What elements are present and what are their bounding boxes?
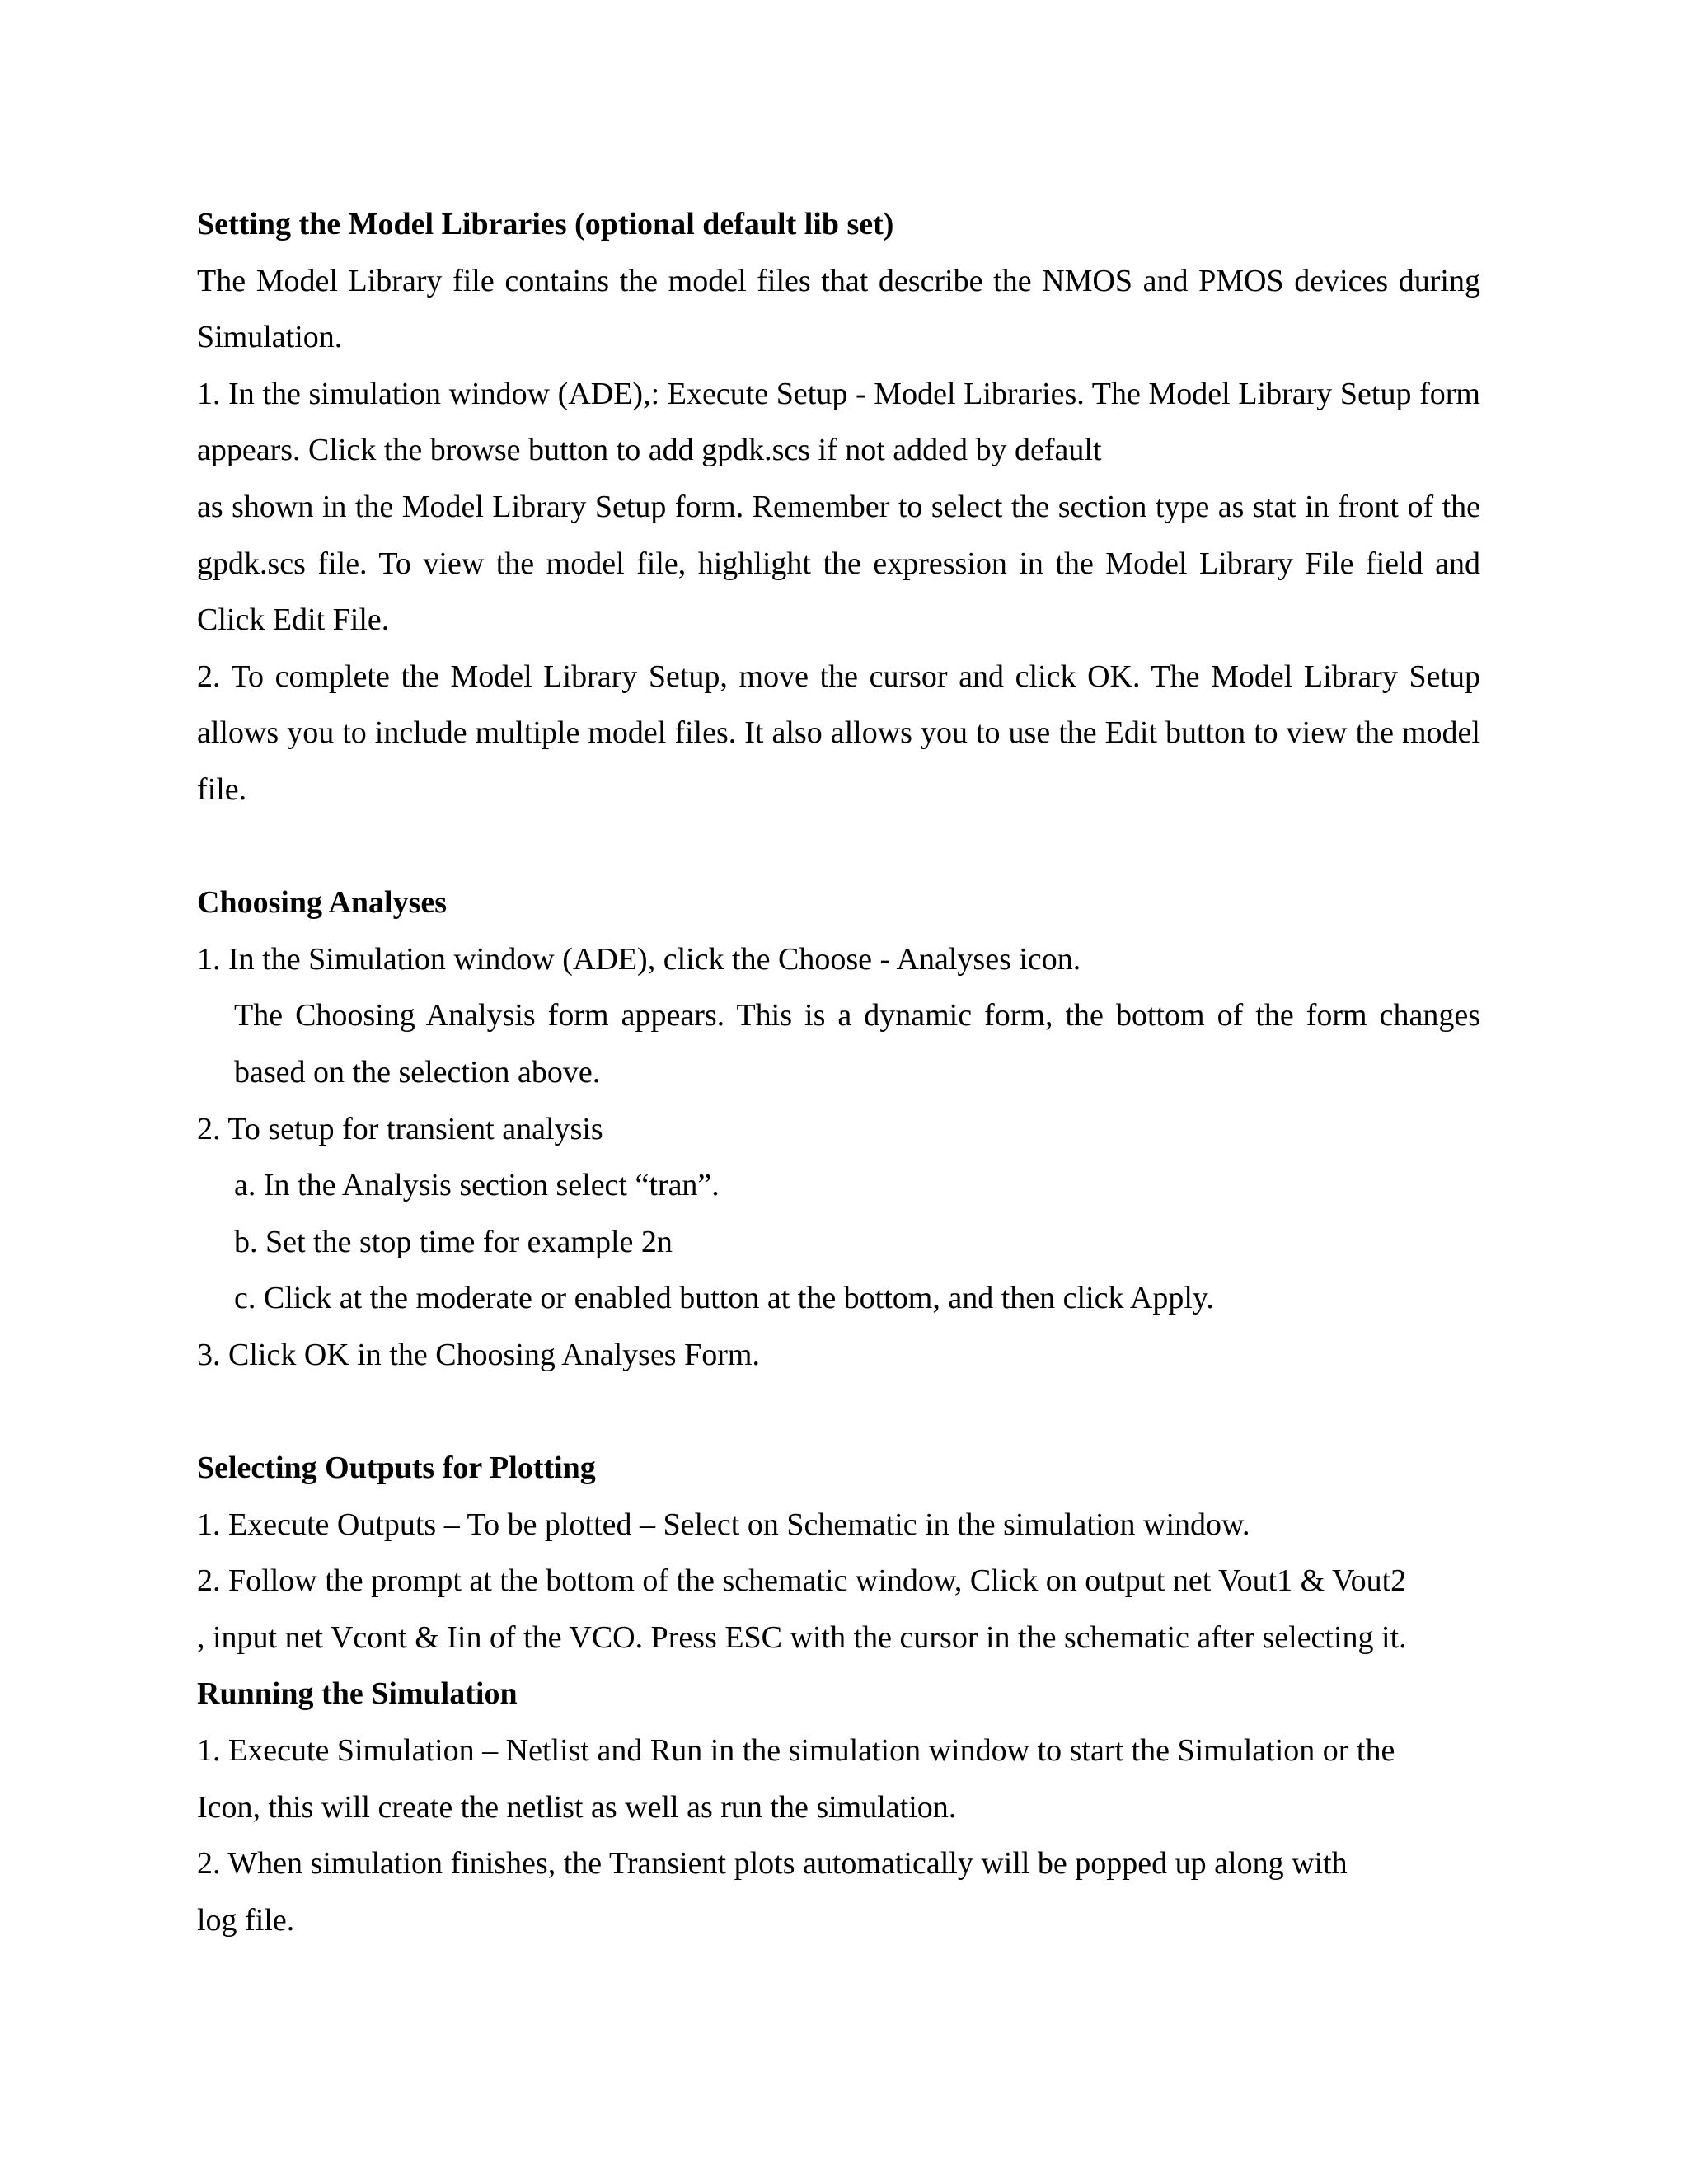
heading-model-libraries: Setting the Model Libraries (optional default lib set) xyxy=(197,207,894,241)
model-libraries-step-1a: 1. In the simulation window (ADE),: Execute Setup - Model Libraries. The Model Library Setup form appears. Click the browse button to add gpdk.scs if not added by default xyxy=(197,376,1480,468)
section-spacer xyxy=(197,818,1480,875)
selecting-outputs-step-2b: , input net Vcont & Iin of the VCO. Press ESC with the cursor in the schematic after selecting it. xyxy=(197,1619,1407,1655)
choosing-analyses-step-2a: a. In the Analysis section select “tran”. xyxy=(234,1168,720,1203)
choosing-analyses-step-1-detail: The Choosing Analysis form appears. This is a dynamic form, the bottom of the form changes based on the selection above. xyxy=(234,998,1480,1090)
choosing-analyses-step-1: 1. In the Simulation window (ADE), click the Choose - Analyses icon. xyxy=(197,941,1081,977)
choosing-analyses-step-3: 3. Click OK in the Choosing Analyses Form. xyxy=(197,1337,760,1372)
selecting-outputs-step-2a: 2. Follow the prompt at the bottom of the schematic window, Click on output net Vout1 & Vout2 xyxy=(197,1563,1407,1599)
model-libraries-step-1b: as shown in the Model Library Setup form. Remember to select the section type as stat in front of the gpdk.scs file. To view the model file, highlight the expression in the Model Library File field and Click Edit File. xyxy=(197,489,1480,638)
choosing-analyses-step-2: 2. To setup for transient analysis xyxy=(197,1111,603,1146)
model-libraries-intro: The Model Library file contains the model files that describe the NMOS and PMOS devices during Simulation. xyxy=(197,263,1480,355)
running-simulation-step-1a: 1. Execute Simulation – Netlist and Run in the simulation window to start the Simulation or the xyxy=(197,1733,1395,1769)
choosing-analyses-step-2b: b. Set the stop time for example 2n xyxy=(234,1224,673,1259)
heading-running-simulation: Running the Simulation xyxy=(197,1676,518,1712)
section-spacer xyxy=(197,1383,1480,1440)
choosing-analyses-step-2c: c. Click at the moderate or enabled button at the bottom, and then click Apply. xyxy=(234,1281,1214,1316)
running-simulation-step-2b: log file. xyxy=(197,1902,295,1938)
model-libraries-step-2: 2. To complete the Model Library Setup, move the cursor and click OK. The Model Library Setup allows you to include multiple model files. It also allows you to use the Edit button to view the model file. xyxy=(197,658,1480,807)
document-page xyxy=(197,196,1480,1948)
running-simulation-step-2a: 2. When simulation finishes, the Transient plots automatically will be popped up along with xyxy=(197,1846,1348,1882)
heading-selecting-outputs: Selecting Outputs for Plotting xyxy=(197,1451,596,1486)
running-simulation-step-1b: Icon, this will create the netlist as well as run the simulation. xyxy=(197,1789,957,1825)
selecting-outputs-step-1: 1. Execute Outputs – To be plotted – Select on Schematic in the simulation window. xyxy=(197,1507,1250,1542)
heading-choosing-analyses: Choosing Analyses xyxy=(197,885,448,921)
